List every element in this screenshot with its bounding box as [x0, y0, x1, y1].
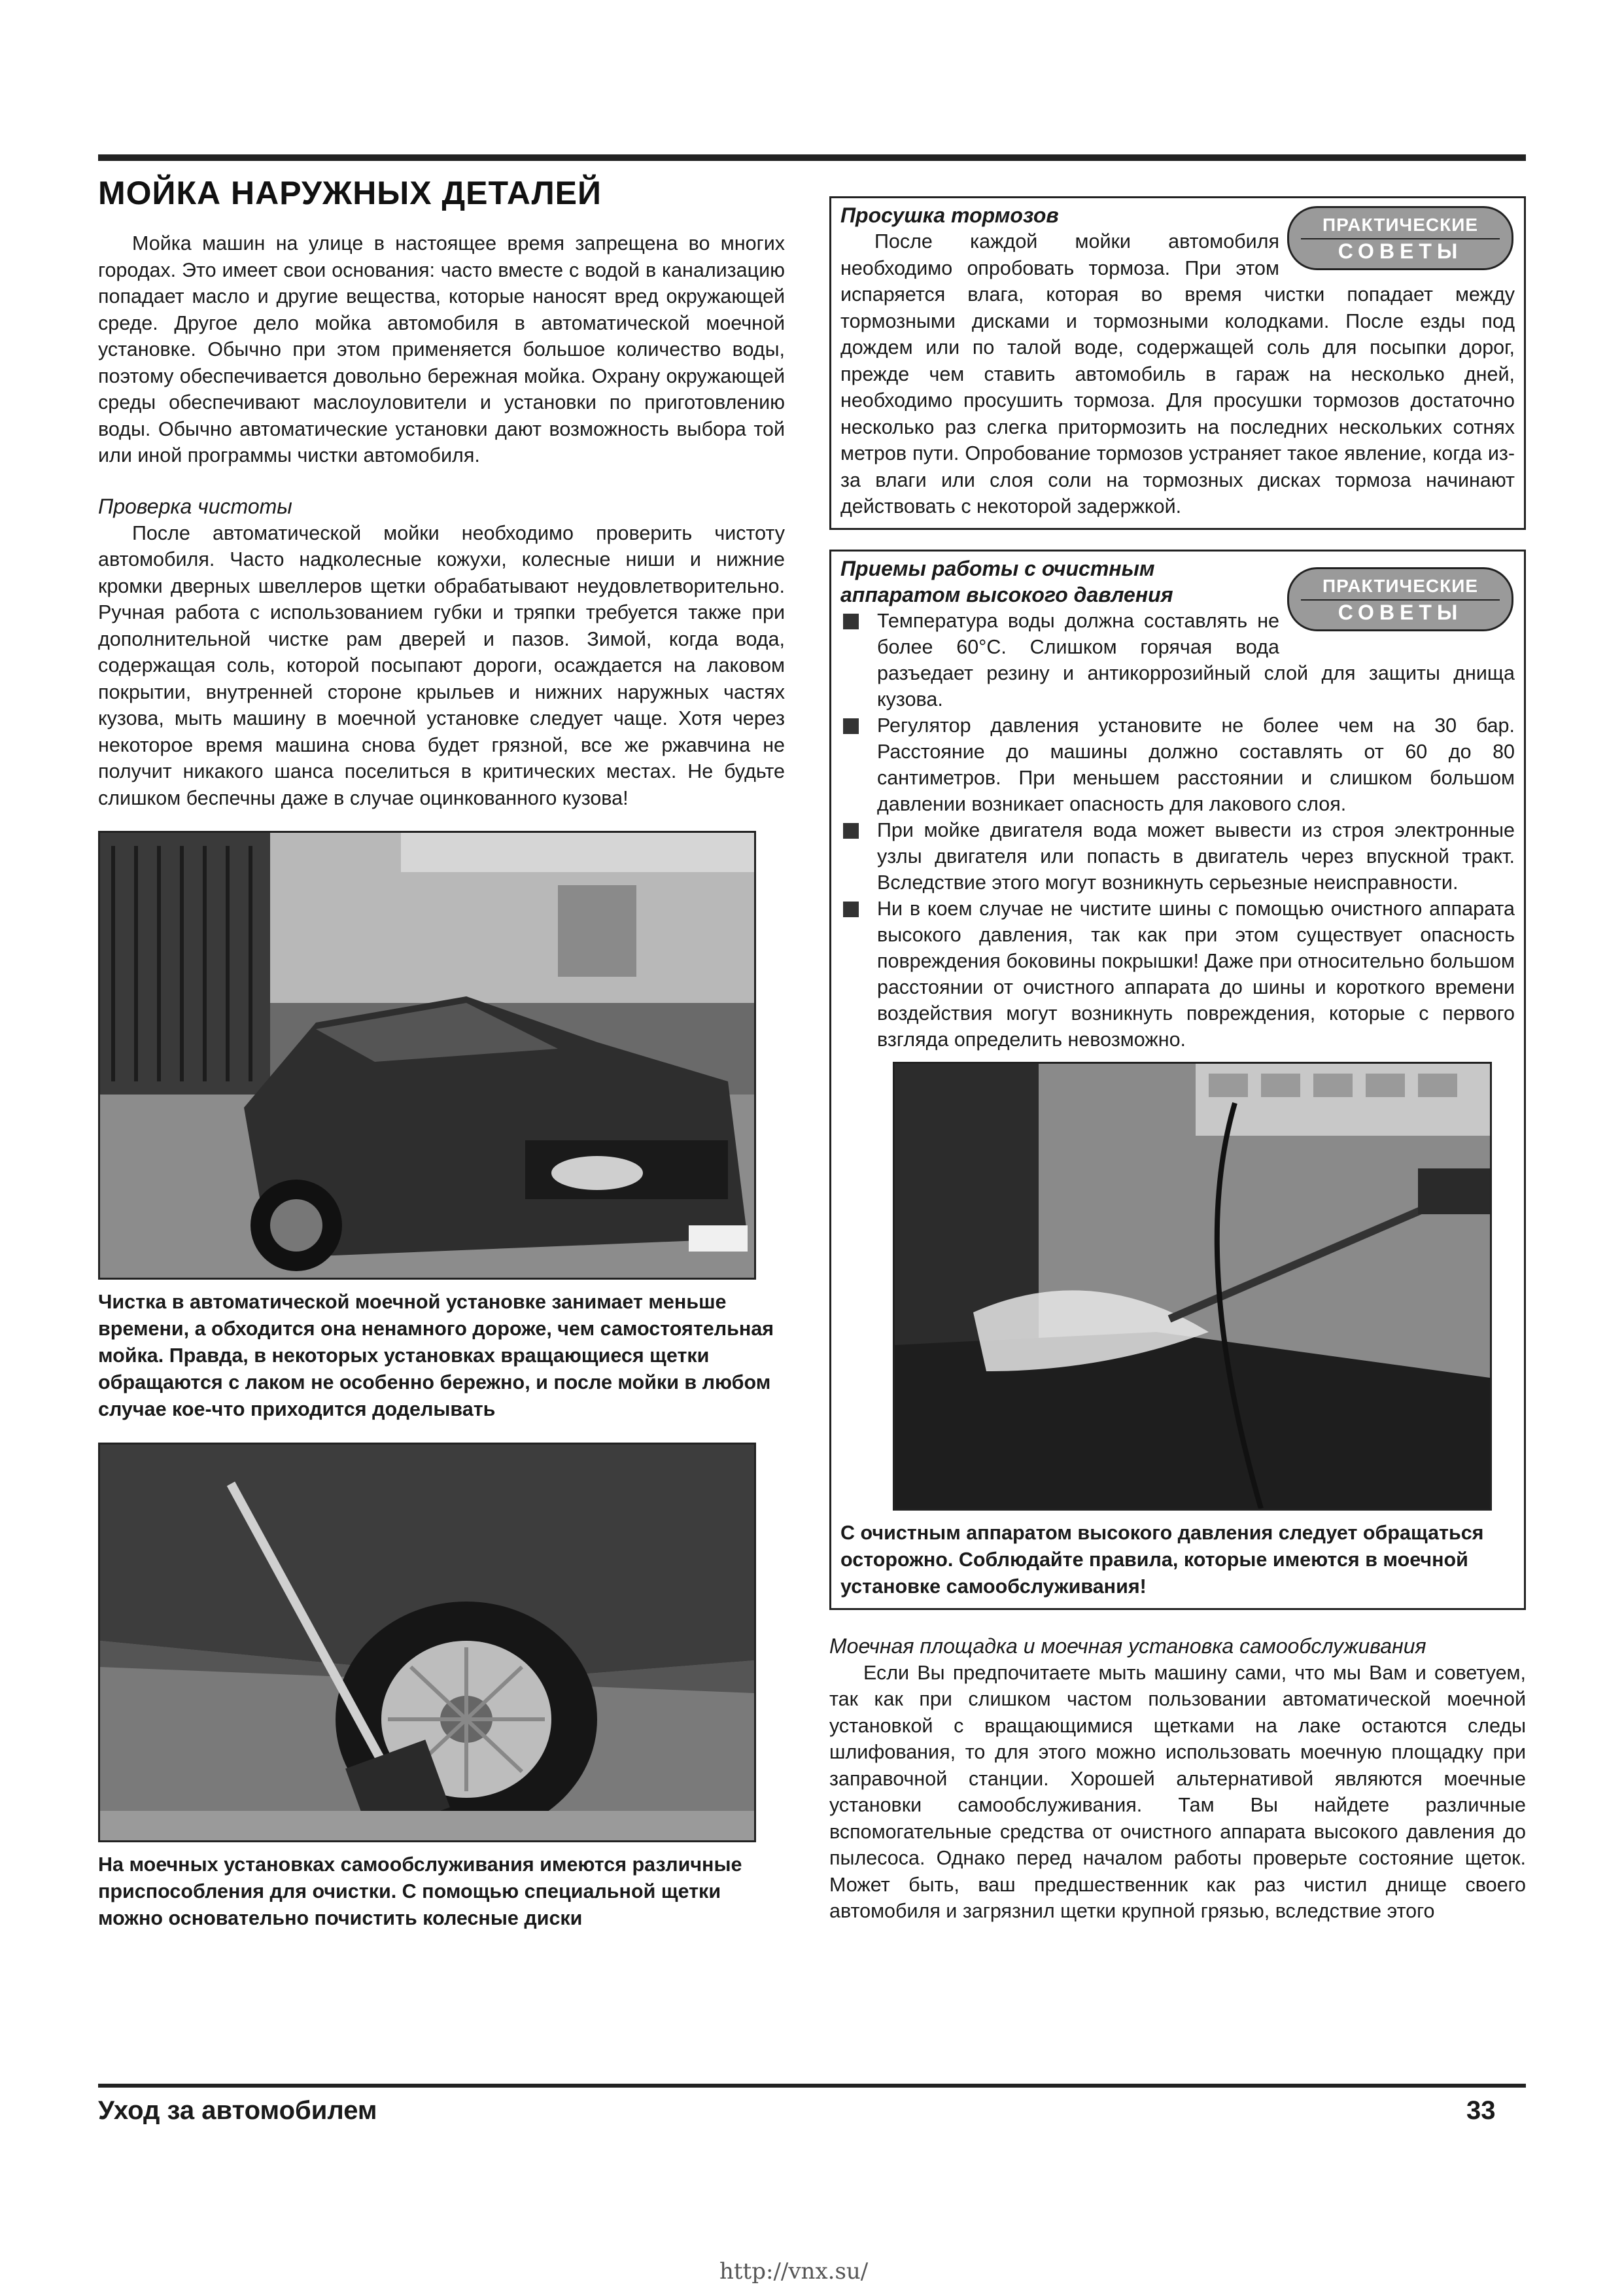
tip-text: Ни в коем случае не чистите шины с помощью очистного аппарата высокого давления, так как при этом существует опасность повреждения боковины покрышки! Даже при относительно большом расстоянии от очистного аппарата до шины и короткого времени воздействия могут возникнуть повреждения, которые с первого взгляда определить невозможно.: [877, 897, 1515, 1051]
left-column: [98, 167, 785, 1932]
badge-line2: СОВЕТЫ: [1301, 238, 1500, 263]
bullet-square-icon: [843, 718, 859, 734]
brakes-tip-box: [829, 196, 1526, 530]
footer-section-title: Уход за автомобилем: [98, 2096, 377, 2125]
photo3-caption: С очистным аппаратом высокого давления следует обращаться осторожно. Соблюдайте правила, которые имеются в моечной установке самообслуживания!: [840, 1521, 1484, 1598]
footer-url: http://vnx.su/: [719, 2258, 869, 2285]
bullet-square-icon: [843, 614, 859, 629]
brakes-heading: Просушка тормозов: [840, 203, 1059, 227]
selfservice-heading: Моечная площадка и моечная установка самообслуживания: [829, 1634, 1426, 1658]
section-title: МОЙКА НАРУЖНЫХ ДЕТАЛЕЙ: [98, 175, 602, 211]
right-column: [829, 196, 1526, 1925]
cleanliness-paragraph: После автоматической мойки необходимо проверить чистоту автомобиля. Часто надколесные кожухи, колесные ниши и нижние кромки дверных швеллеров щетки обрабатывают неудовлетворительно. Ручная работа с использованием губки и тряпки требуется также при дополнительной чистке рам дверей и пазов. Зимой, когда вода, содержащая соль, которой посыпают дороги, осаждается на лаковом покрытии, внутренней стороне крыльев и нижних наружных частях кузова, мыть машину в моечной установке следует чаще. Хотя через некоторое время машина снова будет грязной, все же ржавчина не получит никакого шанса поселиться в критических местах. Не будьте слишком беспечны даже в случае оцинкованного кузова!: [98, 521, 785, 809]
practical-tips-badge: [1287, 206, 1513, 270]
car-wash-photo: [98, 831, 756, 1280]
cleanliness-heading: Проверка чистоты: [98, 494, 292, 518]
tip-item: [840, 608, 1515, 712]
photo1-caption: Чистка в автоматической моечной установке занимает меньше времени, а обходится она ненамного дороже, чем самостоятельная мойка. Правда, в некоторых установках вращающиеся щетки обращаются с лаком не особенно бережно, и после мойки в любом случае кое-что приходится доделывать: [98, 1291, 774, 1420]
wheel-brush-photo: [98, 1443, 756, 1842]
page-number: 33: [1466, 2096, 1496, 2125]
pressure-tip-box: [829, 550, 1526, 1610]
pressure-washer-illustration: [895, 1064, 1490, 1509]
car-wash-illustration: [100, 833, 754, 1278]
wheel-brush-illustration: [100, 1445, 754, 1840]
brakes-paragraph: После каждой мойки автомобиля необходимо опробовать тормоза. При этом испаряется влага, которая во время чистки попадает между тормозными дисками и тормозными колодками. После езды под дождем или по талой воде, содержащей соль для посыпки дорог, прежде чем ставить автомобиль в гараж на несколько дней, необходимо просушить тормоза. Для просушки тормозов достаточно несколько раз слегка притормозить на последних нескольких сотнях метров пути. Опробование тормозов устраняет такое явление, когда из-за влаги или слоя соли на тормозных дисках тормоза начинают действовать с некоторой задержкой.: [840, 230, 1515, 517]
pressure-heading-line2: аппаратом высокого давления: [840, 582, 1173, 606]
pressure-washer-photo: [893, 1062, 1492, 1511]
tip-item: [840, 712, 1515, 817]
top-rule: [98, 154, 1526, 161]
bullet-square-icon: [843, 823, 859, 839]
badge2-line1: ПРАКТИЧЕСКИЕ: [1322, 575, 1479, 596]
tip-text: Регулятор давления установите не более чем на 30 бар. Расстояние до машины должно составлять от 60 до 80 сантиметров. При меньшем расстоянии и слишком большом давлении возникает опасность для лакового слоя.: [877, 714, 1515, 815]
badge-line1: ПРАКТИЧЕСКИЕ: [1322, 215, 1479, 235]
bullet-square-icon: [843, 902, 859, 917]
selfservice-paragraph: Если Вы предпочитаете мыть машину сами, что мы Вам и советуем, так как при слишком частом пользовании автоматической моечной установкой с вращающимися щетками на лаке остаются следы шлифования, то для этого можно использовать моечную площадку при заправочной станции. Хорошей альтернативой являются моечные установки самообслуживания. Там Вы найдете различные вспомогательные средства от очистного аппарата высокого давления до пылесоса. Однако перед началом работы проверьте состояние щеток. Может быть, ваш предшественник как раз чистил днище своего автомобиля и загрязнил щетки крупной грязью, вследствие этого: [829, 1661, 1526, 1922]
tip-text: Температура воды должна составлять не более 60°С. Слишком горячая вода разъедает резину и антикоррозийный слой для защиты днища кузова.: [877, 609, 1515, 710]
tip-item: [840, 896, 1515, 1053]
pressure-tips-list: [840, 608, 1515, 1053]
tip-item: [840, 817, 1515, 896]
tip-text: При мойке двигателя вода может вывести из строя электронные узлы двигателя или попасть в двигатель через впускной тракт. Вследствие этого могут возникнуть серьезные неисправности.: [877, 818, 1515, 894]
photo2-caption: На моечных установках самообслуживания имеются различные приспособления для очистки. С помощью специальной щетки можно основательно почистить колесные диски: [98, 1853, 742, 1929]
bottom-rule: [98, 2084, 1526, 2088]
pressure-heading-line1: Приемы работы с очистным: [840, 556, 1155, 580]
badge2-line2: СОВЕТЫ: [1301, 599, 1500, 624]
intro-paragraph: Мойка машин на улице в настоящее время запрещена во многих городах. Это имеет свои основания: часто вместе с водой в канализацию попадает масло и другие вещества, которые наносят вред окружающей среде. Другое дело мойка автомобиля в автоматической моечной установке. Обычно при этом применяется большое количество воды, поэтому обеспечивается довольно бережная мойка. Охрану окружающей среды обеспечивают маслоуловители и установки по приготовлению воды. Обычно автоматические установки дают возможность выбора той или иной программы чистки автомобиля.: [98, 232, 785, 466]
